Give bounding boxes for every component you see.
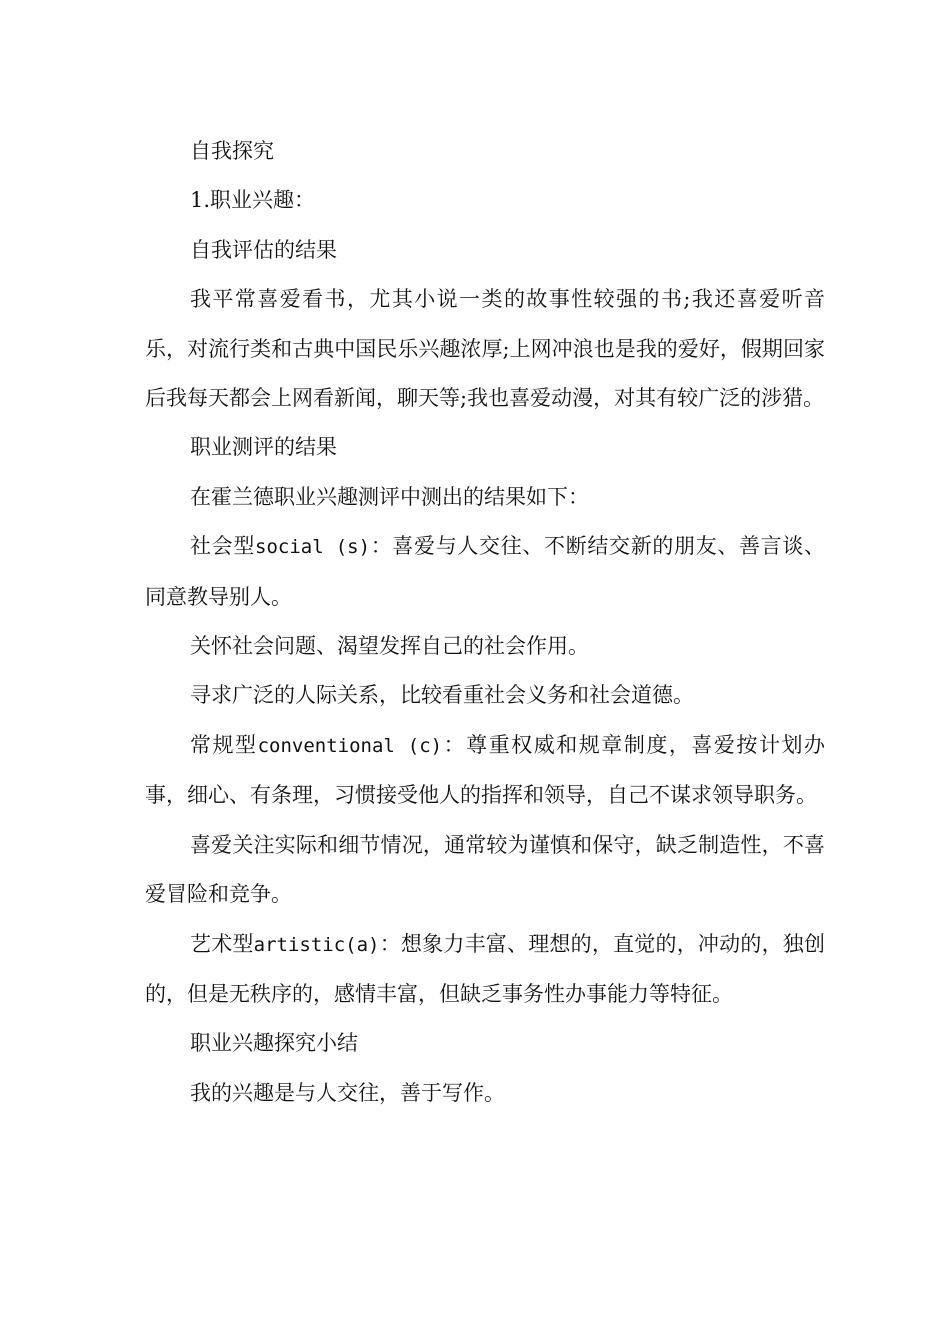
section-heading-career-interest: 1.职业兴趣： [190, 188, 316, 213]
conventional-type-label: 常规型 [190, 732, 258, 757]
social-type-line-2: 关怀社会问题、渴望发挥自己的社会作用。 [190, 634, 589, 659]
social-type-line-3: 寻求广泛的人际关系，比较看重社会义务和社会道德。 [190, 683, 694, 708]
self-assessment-paragraph: 我平常喜爱看书，尤其小说一类的故事性较强的书;我还喜爱听音乐，对流行类和古典中国民乐兴趣浓厚;上网冲浪也是我的爱好，假期回家后我每天都会上网看新闻，聊天等;我也喜爱动漫，对其有较广泛的涉猎。 [145, 287, 825, 411]
artistic-type-code: artistic(a) [253, 933, 380, 956]
artistic-type-description: ：想象力丰富、理想的，直觉的，冲动的，独创的，但是无秩序的，感情丰富，但缺乏事务性办事能力等特征。 [145, 931, 826, 1006]
social-type-code: social (s) [255, 536, 371, 559]
test-intro-paragraph: 在霍兰德职业兴趣测评中测出的结果如下： [190, 484, 589, 509]
artistic-type-label: 艺术型 [190, 931, 254, 956]
social-type-paragraph [145, 522, 825, 622]
conventional-type-code: conventional (c) [257, 734, 443, 757]
conventional-type-description: ：尊重权威和规章制度，喜爱按计划办事，细心、有条理，习惯接受他人的指挥和领导，自己不谋求领导职务。 [145, 732, 826, 808]
social-type-description: ：喜爱与人交往、不断结交新的朋友、善言谈、同意教导别人。 [145, 534, 826, 609]
self-assessment-heading: 自我评估的结果 [190, 237, 337, 262]
document-body [145, 127, 825, 1118]
conventional-type-paragraph [145, 721, 825, 821]
summary-paragraph: 我的兴趣是与人交往，善于写作。 [190, 1080, 505, 1105]
conventional-type-line-2: 喜爱关注实际和细节情况，通常较为谨慎和保守，缺乏制造性，不喜爱冒险和竞争。 [145, 832, 825, 907]
social-type-label: 社会型 [190, 534, 255, 559]
summary-heading: 职业兴趣探究小结 [190, 1031, 358, 1056]
test-result-heading: 职业测评的结果 [190, 435, 337, 460]
artistic-type-paragraph [145, 920, 825, 1020]
document-title: 自我探究 [190, 139, 274, 163]
